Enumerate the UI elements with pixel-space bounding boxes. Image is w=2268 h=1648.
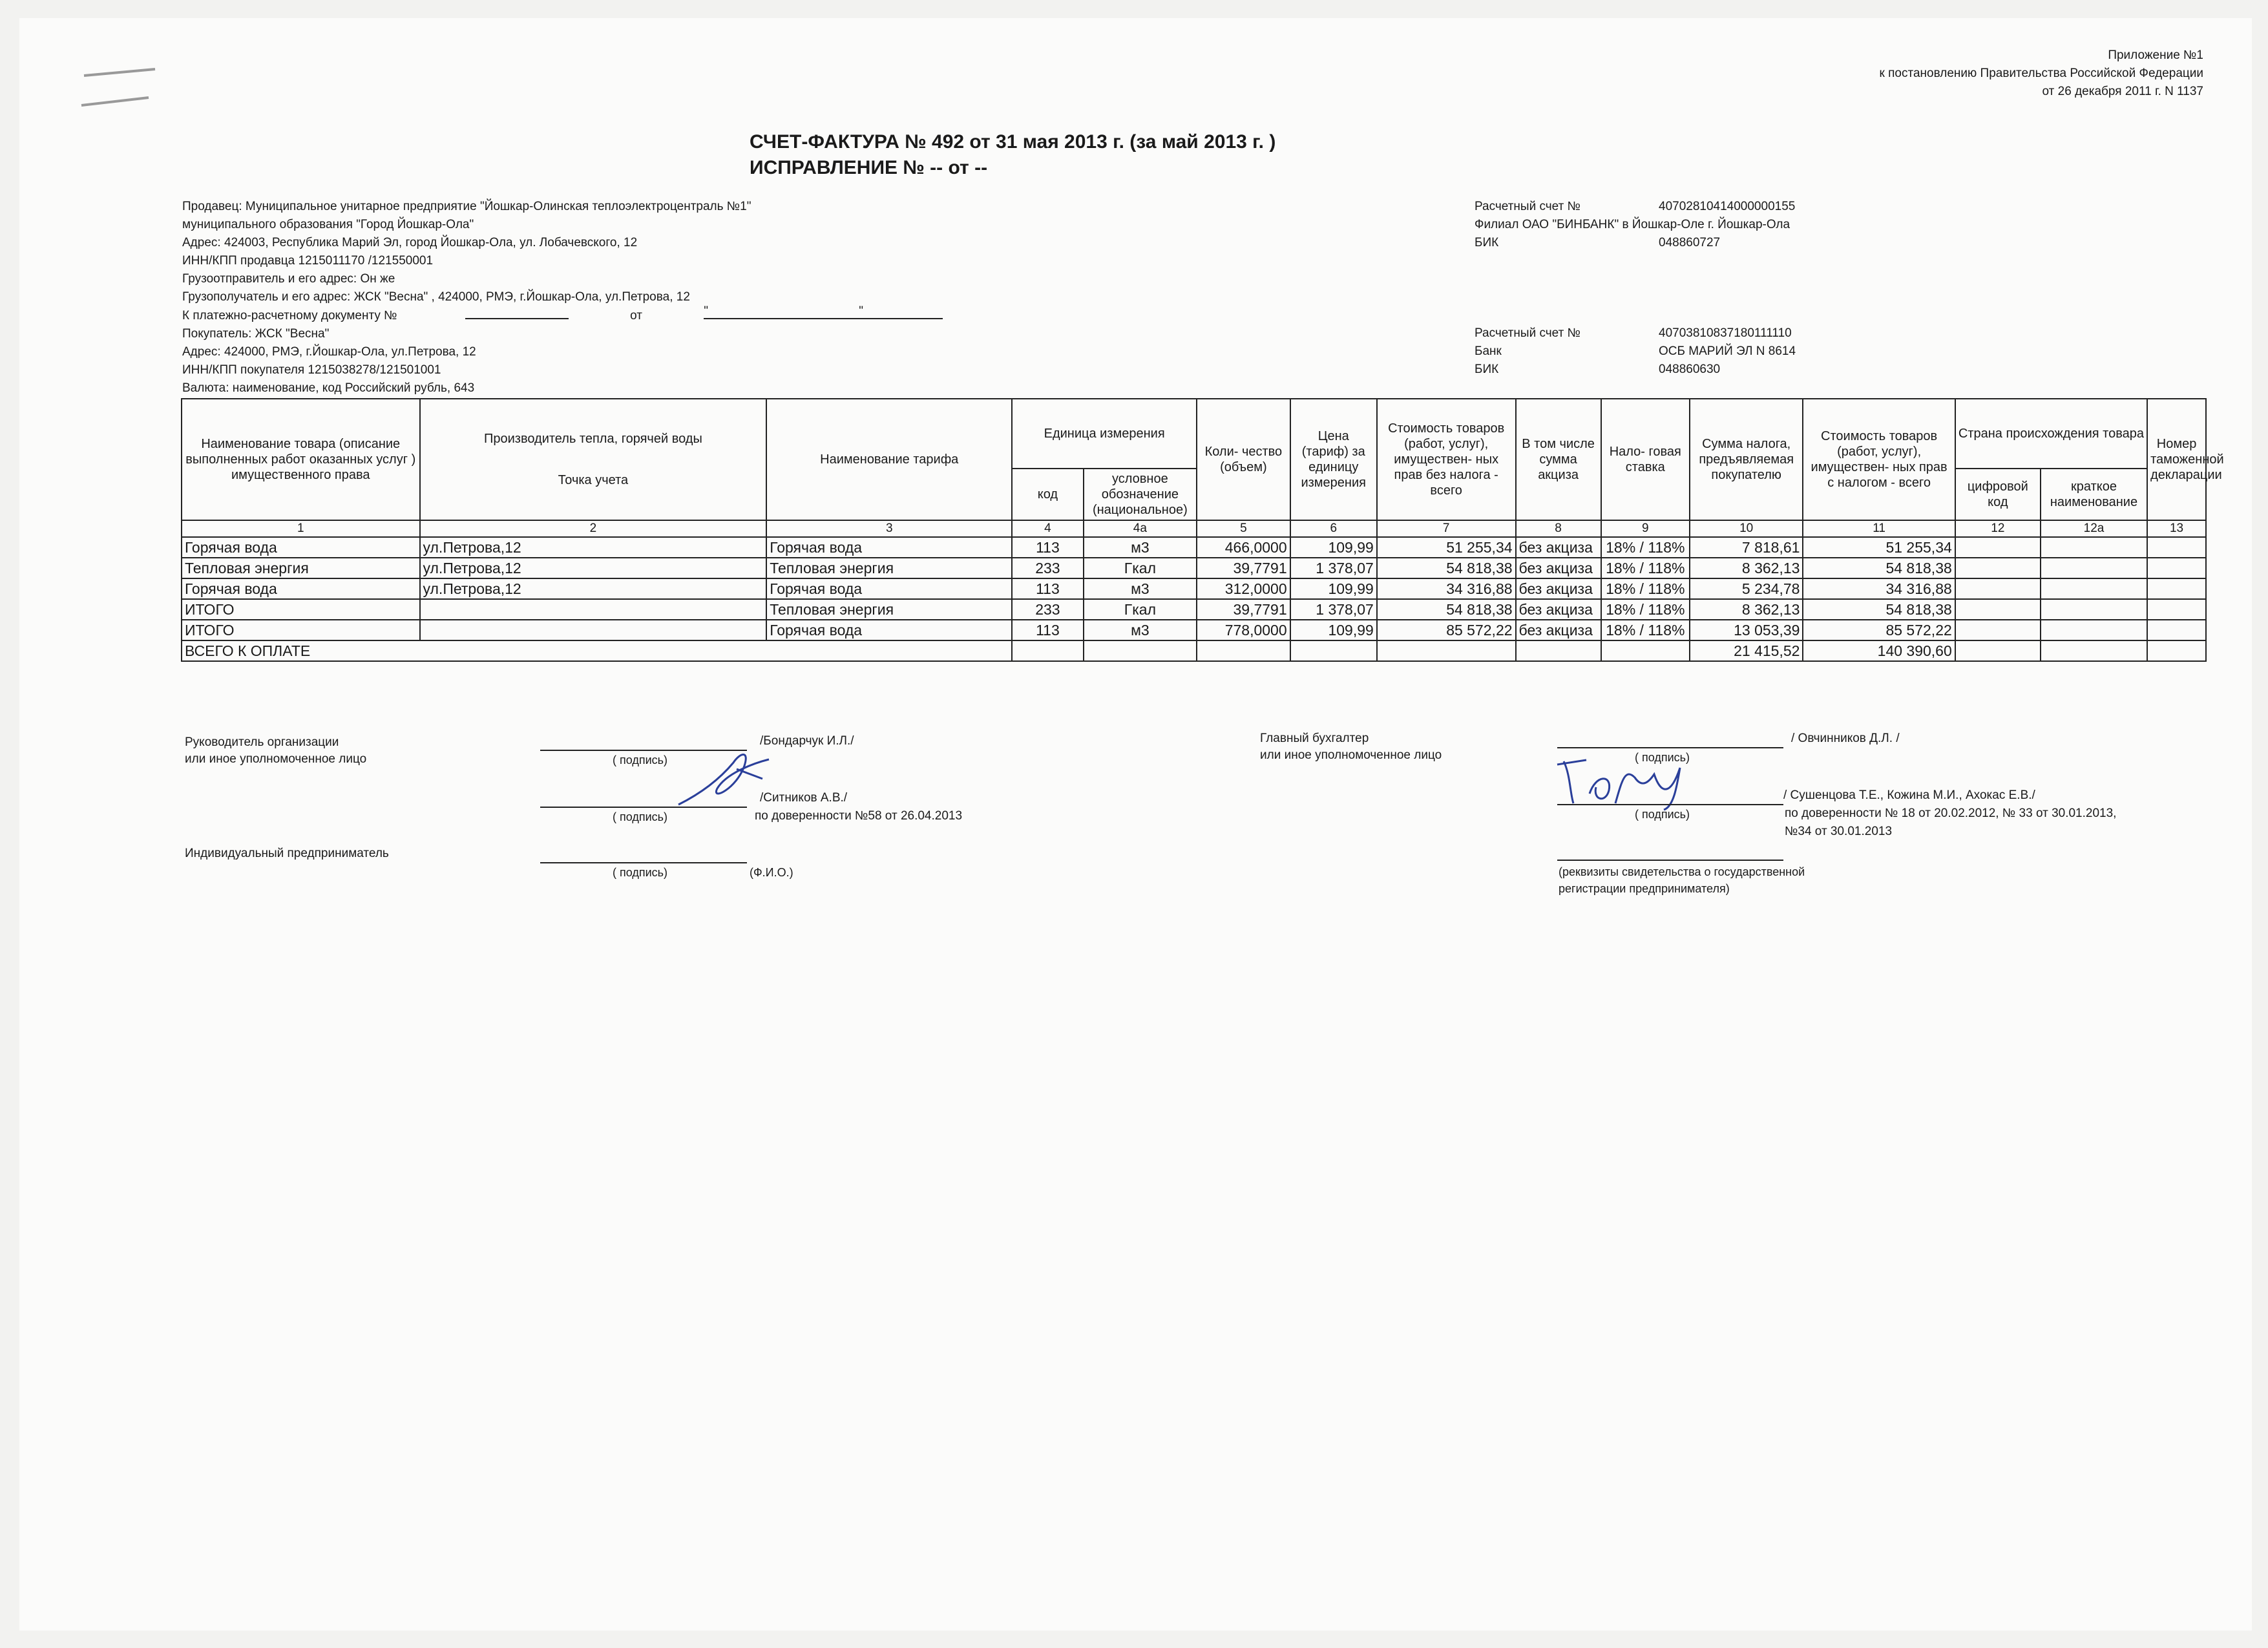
cell-unit: м3 <box>1084 537 1197 558</box>
column-number: 1 <box>182 520 420 537</box>
header-c4a: условное обозначение (национальное) <box>1084 469 1197 520</box>
total-empty <box>1601 640 1690 661</box>
cell-cost: 54 818,38 <box>1377 599 1516 620</box>
cell-unit: Гкал <box>1084 558 1197 578</box>
cell-tariff: Горячая вода <box>766 537 1012 558</box>
cell-price: 109,99 <box>1290 620 1377 640</box>
buyer-bank <box>1475 324 1796 379</box>
payment-from-label: от <box>630 309 642 322</box>
column-number: 9 <box>1601 520 1690 537</box>
payment-date-field <box>704 306 943 319</box>
header-c11: Стоимость товаров (работ, услуг), имуществен- ных прав с налогом - всего <box>1803 399 1955 520</box>
total-empty <box>2041 640 2147 661</box>
cell-empty <box>2147 620 2206 640</box>
header-c10: Сумма налога, предъявляемая покупателю <box>1690 399 1803 520</box>
invoice-rows <box>182 537 2206 640</box>
header-c2-point: Точка учета <box>558 473 629 487</box>
seller-inn: ИНН/КПП продавца 1215011170 /121550001 <box>182 254 434 268</box>
cell-point <box>420 599 767 620</box>
acc-deputy-power1: по доверенности № 18 от 20.02.2012, № 33 от 30.01.2013, <box>1785 807 2117 820</box>
acc-deputy-sign-line <box>1557 804 1783 805</box>
cell-rate: 18% / 118% <box>1601 599 1690 620</box>
buyer-inn: ИНН/КПП покупателя 1215038278/121501001 <box>182 363 441 377</box>
cell-tariff: Горячая вода <box>766 620 1012 640</box>
cell-tax: 8 362,13 <box>1690 599 1803 620</box>
column-number: 3 <box>766 520 1012 537</box>
cell-unit: м3 <box>1084 578 1197 599</box>
buyer-bik: 048860630 <box>1659 363 1721 376</box>
cell-excise: без акциза <box>1516 599 1601 620</box>
entrepreneur-label: Индивидуальный предприниматель <box>185 847 389 860</box>
total-empty <box>1197 640 1290 661</box>
accountant-name: / Овчинников Д.Л. / <box>1791 732 1900 745</box>
cell-rate: 18% / 118% <box>1601 558 1690 578</box>
cell-point: ул.Петрова,12 <box>420 578 767 599</box>
cell-total: 85 572,22 <box>1803 620 1955 640</box>
header-c2-producer: Производитель тепла, горячей воды <box>483 432 702 446</box>
cell-code: 233 <box>1012 558 1083 578</box>
cell-excise: без акциза <box>1516 537 1601 558</box>
buyer: Покупатель: ЖСК "Весна" <box>182 327 330 341</box>
header-c7: Стоимость товаров (работ, услуг), имуществен- ных прав без налога - всего <box>1377 399 1516 520</box>
column-number-row <box>182 520 2206 537</box>
deputy-power: по доверенности №58 от 26.04.2013 <box>755 809 963 823</box>
cell-name: ИТОГО <box>182 599 420 620</box>
cell-empty <box>1955 599 2041 620</box>
cell-empty <box>1955 537 2041 558</box>
shipper: Грузоотправитель и его адрес: Он же <box>182 272 395 286</box>
cell-empty <box>2147 558 2206 578</box>
cell-total: 54 818,38 <box>1803 599 1955 620</box>
reg-hint <box>1559 863 1805 897</box>
cell-tax: 13 053,39 <box>1690 620 1803 640</box>
column-number: 4 <box>1012 520 1083 537</box>
total-empty <box>1516 640 1601 661</box>
header-c3: Наименование тарифа <box>766 399 1012 520</box>
payment-doc-label: К платежно-расчетному документу № <box>182 309 397 322</box>
appendix-note <box>1880 47 2203 101</box>
buyer-account: 40703810837180111110 <box>1659 326 1792 340</box>
cell-total: 54 818,38 <box>1803 558 1955 578</box>
cell-empty <box>2041 558 2147 578</box>
cell-empty <box>1955 578 2041 599</box>
cell-price: 109,99 <box>1290 578 1377 599</box>
seller-buyer-info <box>182 198 943 397</box>
seller-bank <box>1475 198 1795 252</box>
cell-qty: 778,0000 <box>1197 620 1290 640</box>
column-number: 13 <box>2147 520 2206 537</box>
cell-cost: 51 255,34 <box>1377 537 1516 558</box>
head-label1: Руководитель организации <box>185 735 339 749</box>
quote-close: " <box>859 304 863 318</box>
cell-total: 51 255,34 <box>1803 537 1955 558</box>
column-number: 8 <box>1516 520 1601 537</box>
payment-doc-line <box>182 306 943 325</box>
cell-empty <box>1955 620 2041 640</box>
cell-price: 109,99 <box>1290 537 1377 558</box>
cell-code: 233 <box>1012 599 1083 620</box>
appendix-line1: Приложение №1 <box>2108 48 2203 62</box>
column-number: 11 <box>1803 520 1955 537</box>
cell-qty: 39,7791 <box>1197 558 1290 578</box>
total-empty <box>1377 640 1516 661</box>
buyer-bank-label: Банк <box>1475 344 1502 358</box>
cell-empty <box>1955 558 2041 578</box>
accountant-deputy-signature <box>1551 748 1699 813</box>
acc-deputy-power2: №34 от 30.01.2013 <box>1785 825 1893 838</box>
head-label <box>185 734 366 768</box>
cell-empty <box>2147 599 2206 620</box>
cell-tax: 7 818,61 <box>1690 537 1803 558</box>
total-empty <box>2147 640 2206 661</box>
seller-account: 40702810414000000155 <box>1659 200 1796 213</box>
cell-point: ул.Петрова,12 <box>420 537 767 558</box>
seller-line1: Продавец: Муниципальное унитарное предприятие "Йошкар-Олинская теплоэлектроцентраль №1" <box>182 200 751 213</box>
cell-excise: без акциза <box>1516 558 1601 578</box>
entrepreneur-sign-hint: ( подпись) <box>613 866 668 879</box>
column-number: 6 <box>1290 520 1377 537</box>
cell-name: Горячая вода <box>182 578 420 599</box>
acc-deputy-sign-hint: ( подпись) <box>1635 808 1690 821</box>
deputy-sign-hint: ( подпись) <box>613 810 668 823</box>
deputy-sign-line <box>540 807 747 808</box>
cell-qty: 466,0000 <box>1197 537 1290 558</box>
cell-tax: 5 234,78 <box>1690 578 1803 599</box>
cell-empty <box>2041 578 2147 599</box>
title-correction: ИСПРАВЛЕНИЕ № -- от -- <box>750 157 988 178</box>
header-c12: Страна происхождения товара <box>1955 399 2147 469</box>
accountant-label1: Главный бухгалтер <box>1260 732 1369 745</box>
header-c9: Нало- говая ставка <box>1601 399 1690 520</box>
accountant-label2: или иное уполномоченное лицо <box>1260 748 1442 762</box>
buyer-bik-label: БИК <box>1475 363 1499 376</box>
total-empty <box>1084 640 1197 661</box>
cell-unit: Гкал <box>1084 599 1197 620</box>
cell-name: Тепловая энергия <box>182 558 420 578</box>
header-c1: Наименование товара (описание выполненных работ оказанных услуг ) имущественного права <box>182 399 420 520</box>
paper-clip-mark <box>78 61 168 113</box>
header-c6: Цена (тариф) за единицу измерения <box>1290 399 1377 520</box>
cell-code: 113 <box>1012 537 1083 558</box>
cell-qty: 312,0000 <box>1197 578 1290 599</box>
header-c4-code: код <box>1012 469 1083 520</box>
cell-empty <box>2041 599 2147 620</box>
table-row <box>182 578 2206 599</box>
column-number: 12 <box>1955 520 2041 537</box>
invoice-table <box>181 398 2224 662</box>
header-c5: Коли- чество (объем) <box>1197 399 1290 520</box>
buyer-address: Адрес: 424000, РМЭ, г.Йошкар-Ола, ул.Петрова, 12 <box>182 345 476 359</box>
acc-deputy-names: / Сушенцова Т.Е., Кожина М.И., Ахокас Е.В./ <box>1783 788 2035 802</box>
cell-rate: 18% / 118% <box>1601 620 1690 640</box>
total-empty <box>1290 640 1377 661</box>
table-row <box>182 620 2206 640</box>
entrepreneur-fio-hint: (Ф.И.О.) <box>750 866 793 879</box>
total-row <box>182 640 2206 661</box>
deputy-name: /Ситников А.В./ <box>760 791 848 805</box>
cell-tariff: Горячая вода <box>766 578 1012 599</box>
seller-bik-label: БИК <box>1475 236 1499 249</box>
cell-tariff: Тепловая энергия <box>766 599 1012 620</box>
cell-empty <box>2147 537 2206 558</box>
quote-open: " <box>704 304 708 318</box>
cell-unit: м3 <box>1084 620 1197 640</box>
head-sign-hint: ( подпись) <box>613 754 668 766</box>
cell-cost: 54 818,38 <box>1377 558 1516 578</box>
seller-address: Адрес: 424003, Республика Марий Эл, город Йошкар-Ола, ул. Лобачевского, 12 <box>182 236 638 249</box>
buyer-bank-name: ОСБ МАРИЙ ЭЛ N 8614 <box>1659 344 1796 358</box>
consignee: Грузополучатель и его адрес: ЖСК "Весна" , 424000, РМЭ, г.Йошкар-Ола, ул.Петрова, 12 <box>182 290 690 304</box>
head-name: /Бондарчук И.Л./ <box>760 734 854 748</box>
cell-cost: 85 572,22 <box>1377 620 1516 640</box>
column-number: 7 <box>1377 520 1516 537</box>
cell-qty: 39,7791 <box>1197 599 1290 620</box>
cell-price: 1 378,07 <box>1290 558 1377 578</box>
total-empty <box>1012 640 1083 661</box>
cell-code: 113 <box>1012 578 1083 599</box>
header-c12-code: цифровой код <box>1955 469 2041 520</box>
cell-name: Горячая вода <box>182 537 420 558</box>
cell-code: 113 <box>1012 620 1083 640</box>
cell-empty <box>2041 620 2147 640</box>
reg-hint1: (реквизиты свидетельства о государственной <box>1559 865 1805 878</box>
total-label: ВСЕГО К ОПЛАТЕ <box>182 640 1012 661</box>
cell-excise: без акциза <box>1516 620 1601 640</box>
header-c4: Единица измерения <box>1012 399 1197 469</box>
header-c2 <box>420 399 767 520</box>
header-c13: Номер таможенной декларации <box>2147 399 2206 520</box>
cell-cost: 34 316,88 <box>1377 578 1516 599</box>
cell-total: 34 316,88 <box>1803 578 1955 599</box>
appendix-line3: от 26 декабря 2011 г. N 1137 <box>2042 85 2203 98</box>
cell-empty <box>2147 578 2206 599</box>
appendix-line2: к постановлению Правительства Российской Федерации <box>1879 67 2203 80</box>
currency: Валюта: наименование, код Российский рубль, 643 <box>182 381 475 395</box>
table-row <box>182 558 2206 578</box>
seller-bank-branch: Филиал ОАО "БИНБАНК" в Йошкар-Оле г. Йошкар-Ола <box>1475 218 1790 231</box>
cell-rate: 18% / 118% <box>1601 537 1690 558</box>
payment-doc-number-field <box>465 306 569 319</box>
cell-rate: 18% / 118% <box>1601 578 1690 599</box>
column-number: 2 <box>420 520 767 537</box>
table-row <box>182 537 2206 558</box>
cell-name: ИТОГО <box>182 620 420 640</box>
total-tax: 21 415,52 <box>1690 640 1803 661</box>
seller-account-label: Расчетный счет № <box>1475 200 1580 213</box>
invoice-title <box>750 129 1276 181</box>
column-number: 5 <box>1197 520 1290 537</box>
total-empty <box>1955 640 2041 661</box>
cell-price: 1 378,07 <box>1290 599 1377 620</box>
seller-bik: 048860727 <box>1659 236 1721 249</box>
cell-tax: 8 362,13 <box>1690 558 1803 578</box>
column-number: 12а <box>2041 520 2147 537</box>
cell-point: ул.Петрова,12 <box>420 558 767 578</box>
reg-hint2: регистрации предпринимателя) <box>1559 882 1730 895</box>
accountant-sign-hint: ( подпись) <box>1635 751 1690 764</box>
head-label2: или иное уполномоченное лицо <box>185 752 367 766</box>
cell-point <box>420 620 767 640</box>
entrepreneur-sign-line <box>540 862 747 863</box>
buyer-account-label: Расчетный счет № <box>1475 326 1580 340</box>
table-row <box>182 599 2206 620</box>
reg-line <box>1557 860 1783 861</box>
cell-tariff: Тепловая энергия <box>766 558 1012 578</box>
cell-empty <box>2041 537 2147 558</box>
header-c8: В том числе сумма акциза <box>1516 399 1601 520</box>
title-main: СЧЕТ-ФАКТУРА № 492 от 31 мая 2013 г. (за май 2013 г. ) <box>750 131 1276 153</box>
cell-excise: без акциза <box>1516 578 1601 599</box>
header-c12a: краткое наименование <box>2041 469 2147 520</box>
column-number: 10 <box>1690 520 1803 537</box>
accountant-label <box>1260 730 1442 764</box>
seller-line2: муниципального образования "Город Йошкар-Ола" <box>182 218 474 231</box>
total-sum: 140 390,60 <box>1803 640 1955 661</box>
column-number: 4а <box>1084 520 1197 537</box>
